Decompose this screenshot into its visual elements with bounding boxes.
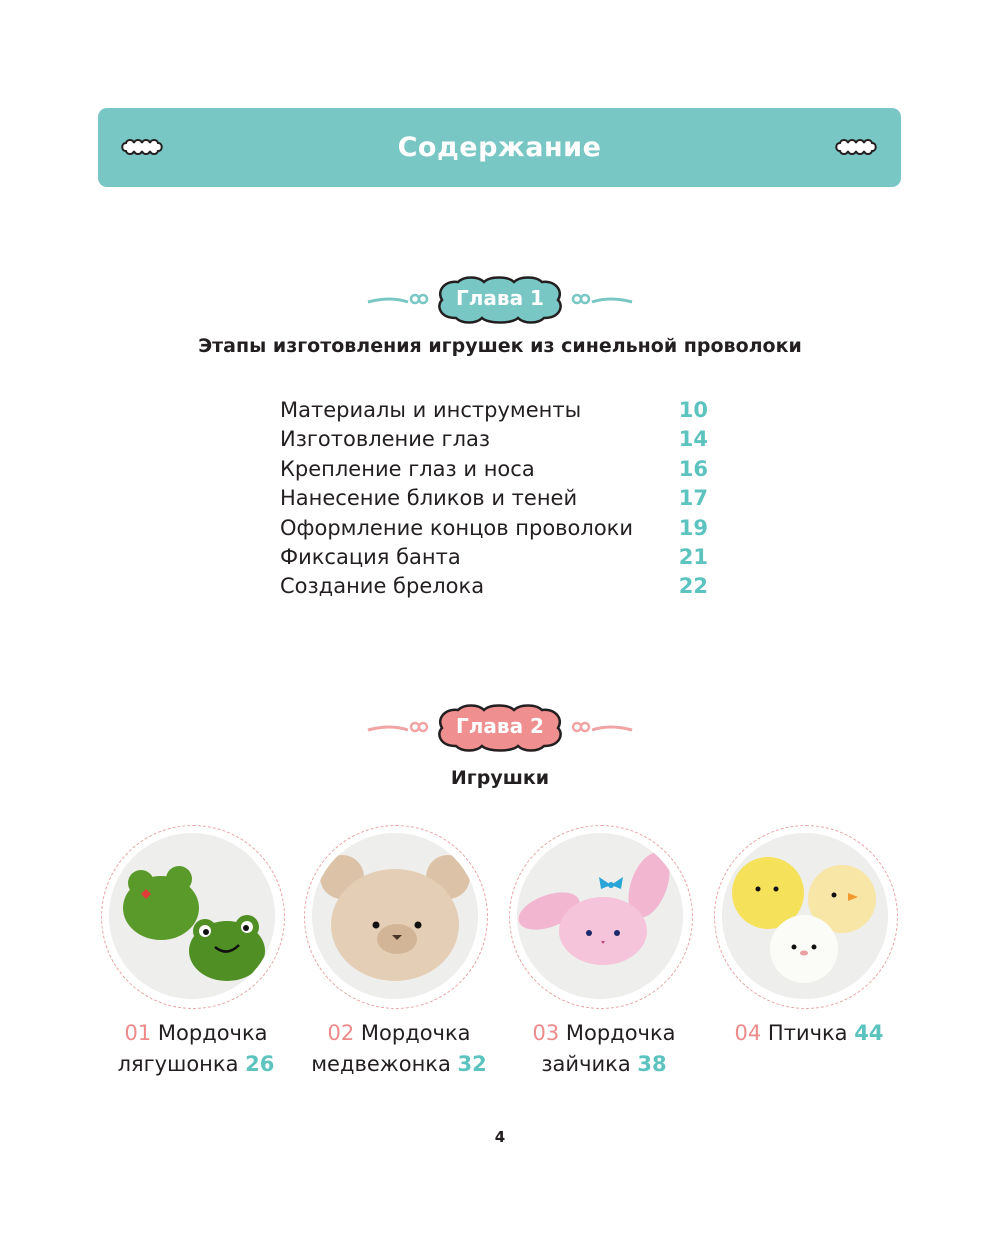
toc-item-page: 19 bbox=[678, 515, 708, 540]
toc-item-title: Изготовление глаз bbox=[280, 427, 491, 452]
chapter-1-subtitle: Этапы изготовления игрушек из синельной проволоки bbox=[198, 335, 802, 357]
contents-banner bbox=[98, 108, 901, 187]
toc-item-page: 21 bbox=[678, 544, 708, 569]
toc-item-page: 22 bbox=[678, 574, 708, 599]
toy-number: 01 bbox=[124, 1021, 152, 1045]
toc-item-title: Создание брелока bbox=[280, 574, 485, 599]
bear-toy-icon bbox=[312, 833, 478, 999]
chapter-1-heading bbox=[0, 272, 1000, 328]
toc-item-title: Нанесение бликов и теней bbox=[280, 486, 578, 511]
chapter-2-subtitle: Игрушки bbox=[450, 767, 550, 789]
toy-page: 32 bbox=[457, 1052, 487, 1076]
toy-title-line2: зайчика bbox=[541, 1052, 631, 1076]
bird-photo bbox=[722, 833, 888, 999]
chapter-1-label: Глава 1 bbox=[456, 286, 544, 310]
toc-item-page: 10 bbox=[678, 398, 708, 422]
page-number: 4 bbox=[494, 1128, 506, 1146]
toc-row[interactable] bbox=[280, 484, 720, 513]
toy-number: 02 bbox=[327, 1021, 355, 1045]
chapter-2-heading bbox=[0, 700, 1000, 756]
toy-number: 04 bbox=[734, 1021, 762, 1045]
bunny-toy-icon bbox=[517, 833, 683, 999]
toy-title-line1: Мордочка bbox=[157, 1021, 268, 1045]
frog-toy-icon bbox=[109, 833, 275, 999]
toy-title-line2: лягушонка bbox=[117, 1052, 239, 1076]
toy-title-line1: Мордочка bbox=[565, 1021, 676, 1045]
chapter-2-label: Глава 2 bbox=[456, 714, 544, 738]
toc-row[interactable] bbox=[280, 572, 720, 601]
toc-item-title: Фиксация банта bbox=[280, 544, 461, 569]
toy-page: 26 bbox=[245, 1052, 275, 1076]
toc-row[interactable] bbox=[280, 425, 720, 454]
page-title: Содержание bbox=[397, 132, 602, 163]
toy-title-line2: медвежонка bbox=[311, 1052, 451, 1076]
bunny-photo bbox=[517, 833, 683, 999]
bird-toy-icon bbox=[722, 833, 888, 999]
toc-item-page: 16 bbox=[678, 456, 708, 481]
toc-item-page: 14 bbox=[678, 427, 708, 452]
toc-item-page: 17 bbox=[678, 486, 708, 511]
frog-photo bbox=[109, 833, 275, 999]
toy-page: 44 bbox=[854, 1021, 884, 1045]
toc-row[interactable] bbox=[280, 455, 720, 484]
toc-row[interactable] bbox=[280, 543, 720, 572]
toy-number: 03 bbox=[532, 1021, 560, 1045]
toy-page: 38 bbox=[637, 1052, 667, 1076]
toy-title-line1: Птичка bbox=[767, 1021, 848, 1045]
cloud-decoration-icon bbox=[834, 138, 878, 156]
toc-row[interactable] bbox=[280, 514, 720, 543]
chapter-1-contents-list bbox=[280, 396, 720, 602]
cloud-decoration-icon bbox=[120, 138, 164, 156]
toc-item-title: Оформление концов проволоки bbox=[280, 515, 634, 540]
toc-item-title: Крепление глаз и носа bbox=[280, 456, 535, 481]
toc-item-title: Материалы и инструменты bbox=[280, 398, 582, 422]
bear-photo bbox=[312, 833, 478, 999]
toc-row[interactable] bbox=[280, 396, 720, 425]
toy-title-line1: Мордочка bbox=[360, 1021, 471, 1045]
toy-caption bbox=[674, 1018, 944, 1049]
